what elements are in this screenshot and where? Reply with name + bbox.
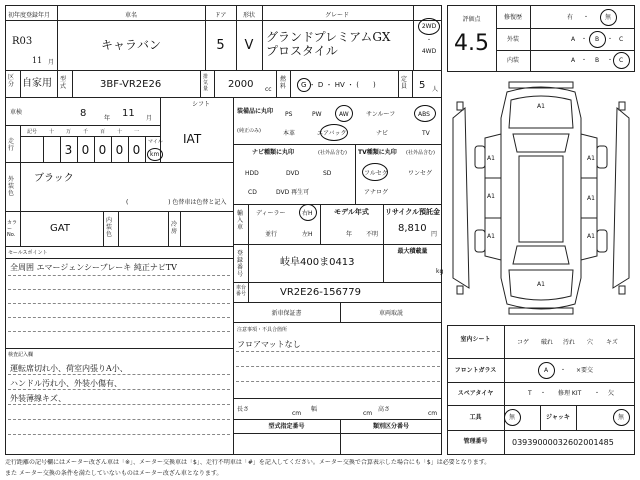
dim-height: 高さ — [378, 406, 391, 413]
remarks-label: 注意事項・不具合箇所 — [237, 327, 288, 333]
exterior-grade-label: 外装 — [506, 36, 519, 43]
displacement-value: 2000 — [228, 79, 254, 90]
category-value: 自家用 — [22, 78, 52, 89]
mileage-digit-header-5: 十 — [116, 129, 122, 135]
footnote-2: また メーター交換の条件を満たしていないものはメーター改ざん車となります。 — [5, 470, 223, 477]
shift-label: シフト — [192, 101, 211, 108]
capacity-unit: 人 — [432, 86, 439, 93]
sheet-opt: 汚れ — [563, 339, 576, 346]
inspection-year: 8 — [80, 108, 87, 119]
exterior-opt-a: A — [571, 36, 576, 43]
interior-opt-a: A — [571, 57, 576, 64]
doors-value: 5 — [216, 38, 225, 53]
exterior-opt-dot1: ・ — [581, 36, 588, 43]
score-value: 4.5 — [454, 31, 489, 56]
first-reg-label: 初年度登録年月 — [8, 12, 51, 19]
mileage-label: 走行 — [8, 138, 15, 152]
mileage-unit-mile: マイル — [148, 139, 163, 145]
exterior-opt-dot2: ・ — [607, 36, 614, 43]
spare-opt-dot2: ・ — [594, 390, 601, 397]
shape-value: V — [244, 38, 254, 53]
interior-opt-dot2: ・ — [607, 57, 614, 64]
jack-value: 無 — [618, 414, 625, 421]
inspector-note-line: 外装薄線キズ、 — [10, 394, 67, 403]
equip-abs: ABS — [418, 111, 430, 118]
interior-opt-dot1: ・ — [581, 57, 588, 64]
damage-mark: A1 — [537, 281, 545, 288]
displacement-unit: cc — [265, 86, 272, 93]
tv-sublabel: (社外品含む) — [406, 150, 435, 156]
registration-value: 岐阜400ま0413 — [280, 257, 355, 268]
mileage-digit-header-6: 一 — [133, 129, 139, 135]
tv-analog: アナログ — [364, 189, 389, 196]
owner-manual: 車両取説 — [378, 310, 403, 317]
interior-opt-c: C — [619, 57, 624, 64]
front-glass-opt-dot: ・ — [560, 367, 567, 374]
exterior-color-value: ブラック — [34, 173, 74, 184]
inspector-notes-label: 検査記入欄 — [8, 352, 34, 358]
import-dealer: ディーラー — [256, 210, 286, 217]
recycle-label: リサイクル預託金 — [384, 208, 441, 216]
jack-label: ジャッキ — [546, 414, 570, 421]
spare-opt-t: T — [528, 390, 532, 397]
model-label: 型式 — [60, 76, 67, 90]
equip-aw: AW — [339, 111, 349, 118]
inspection-month: 11 — [122, 108, 135, 119]
front-glass-opt-a: A — [544, 367, 549, 374]
footnote-1: 走行距離の記号欄にはメーター改ざん車は「※」、メーター交換車は「$」、走行不明車は「#」を記入してください。メーター交換で合算表示した場合にも「$」は必要となります。 — [5, 459, 491, 466]
vin-label: 車台番号 — [236, 285, 247, 297]
management-value: 03939000032602001485 — [512, 438, 614, 447]
mileage-digit-header-4: 百 — [99, 129, 105, 135]
first-reg-month-unit: 月 — [48, 59, 55, 66]
damage-mark: A1 — [587, 195, 595, 202]
import-left: 左H — [302, 231, 313, 238]
exterior-color-label: 外装色 — [8, 176, 15, 197]
type-designation-label: 型式指定番号 — [268, 423, 305, 430]
mileage-digit: 0 — [98, 143, 107, 157]
navi-label: ナビ種類に丸印 — [252, 149, 295, 156]
vin-value: VR2E26-156779 — [280, 287, 361, 298]
mileage-digit-header-2: 万 — [65, 129, 71, 135]
import-parallel: 並行 — [265, 231, 278, 238]
inspection-month-unit: 月 — [146, 115, 153, 122]
spare-opt-dot1: ・ — [540, 390, 547, 397]
ac-label: 冷房 — [171, 221, 178, 235]
capacity-value: 5 — [419, 80, 426, 91]
mileage-digit-header-3: 千 — [82, 129, 88, 135]
equipment-sublabel: (純正のみ) — [237, 128, 261, 134]
color-no-value: GAT — [50, 223, 70, 234]
sheet-opt: 破れ — [541, 339, 554, 346]
max-load-unit: kg — [436, 268, 444, 275]
equip-airbag: エアバック — [317, 130, 347, 137]
mileage-digit: 0 — [81, 143, 90, 157]
import-label: 輸入車 — [237, 210, 244, 231]
shift-value: IAT — [183, 132, 202, 146]
mileage-digit-header-1: 十 — [48, 129, 54, 135]
navi-dvd: DVD — [286, 170, 300, 177]
navi-hdd: HDD — [245, 170, 259, 177]
model-year-unit: 年 — [346, 231, 353, 238]
doors-label: ドア — [214, 12, 227, 19]
navi-cd: CD — [248, 189, 257, 196]
repair-opt-yes: 有 — [567, 14, 574, 21]
dim-width-unit: cm — [363, 410, 373, 417]
shape-label: 形状 — [242, 12, 255, 19]
interior-grade-label: 内装 — [506, 57, 519, 64]
sheet-opt: 穴 — [587, 339, 594, 346]
damage-mark: A1 — [587, 233, 595, 240]
repair-label: 修復歴 — [503, 14, 522, 21]
spare-opt-missing: 欠 — [608, 390, 615, 397]
equip-pw: PW — [312, 111, 322, 118]
equipment-label: 装備品に丸印 — [237, 108, 274, 115]
car-damage-diagram — [447, 78, 635, 318]
navi-dvd-play: DVD 再生可 — [276, 189, 310, 196]
mileage-digit: 0 — [115, 143, 124, 157]
mileage-digit: 0 — [132, 143, 141, 157]
damage-mark: A1 — [487, 233, 495, 240]
class-number-label: 類別区分番号 — [372, 423, 409, 430]
dim-length-unit: cm — [292, 410, 302, 417]
first-reg-month: 11 — [32, 56, 43, 65]
mileage-digit-header-0: 記号 — [26, 129, 37, 135]
spare-tire-label: スペアタイヤ — [457, 390, 494, 397]
max-load-label: 最大積載量 — [397, 248, 428, 255]
car-name-label: 車名 — [124, 12, 137, 19]
drive-2wd: 2WD — [421, 23, 437, 30]
equip-tv: TV — [422, 130, 430, 137]
navi-sublabel: (社外品含む) — [318, 150, 347, 156]
capacity-label: 定員 — [401, 76, 408, 90]
exterior-opt-c: C — [619, 36, 624, 43]
score-label: 評価点 — [462, 16, 481, 23]
import-right: 右H — [302, 210, 313, 217]
recycle-value: 8,810 — [398, 223, 427, 234]
registration-label: 登録番号 — [237, 250, 244, 278]
fuel-label: 燃料 — [280, 76, 287, 90]
tv-oneseg: ワンセグ — [408, 170, 433, 177]
inspection-year-unit: 年 — [104, 115, 111, 122]
recycle-unit: 円 — [431, 231, 438, 238]
tv-label: TV種類に丸印 — [358, 149, 397, 156]
equip-leather: 本革 — [283, 130, 296, 137]
dim-length: 長さ — [237, 406, 250, 413]
remarks-text: フロアマットなし — [237, 340, 301, 349]
car-name-value: キャラバン — [100, 38, 161, 52]
displacement-label: 排気量 — [203, 74, 209, 92]
new-car-warranty: 新車保証書 — [271, 310, 302, 317]
sheet-opt: キズ — [606, 339, 618, 346]
equip-ps: PS — [285, 111, 293, 118]
color-no-label: カラーNo. — [7, 220, 18, 238]
inspector-note-line: 運転席切れ小、荷室内張りA小、 — [10, 364, 128, 373]
interior-color-label: 内装色 — [106, 217, 113, 238]
category-label: 区分 — [8, 74, 15, 88]
grade-value: グランドプレミアムGX プロスタイル — [266, 30, 391, 58]
model-year-unknown: 不明 — [366, 231, 379, 238]
front-glass-opt-replace: ×要交 — [576, 367, 594, 374]
dim-width: 幅 — [311, 406, 318, 413]
sales-points-label: セールスポイント — [8, 250, 48, 256]
grade-label: グレード — [324, 12, 349, 19]
navi-sd: SD — [323, 170, 332, 177]
repair-opt-dot: ・ — [583, 14, 590, 21]
first-reg-value: R03 — [12, 36, 33, 47]
tools-label: 工具 — [469, 414, 482, 421]
drive-4wd: 4WD — [421, 48, 437, 55]
mileage-digit: 3 — [64, 143, 73, 157]
sheet-opt: コゲ — [517, 339, 530, 346]
exterior-color-note: ( ) 色替車は色替と記入 — [126, 199, 227, 206]
dim-height-unit: cm — [428, 410, 438, 417]
management-label: 管理番号 — [463, 438, 488, 445]
damage-mark: A1 — [487, 193, 495, 200]
spare-opt-kit: 修理 KIT — [558, 390, 582, 397]
interior-sheet-label: 室内シート — [460, 336, 491, 343]
fuel-options: G ・ D ・ HV ・ ( ) — [301, 81, 376, 89]
damage-mark: A1 — [487, 155, 495, 162]
model-value: 3BF-VR2E26 — [100, 79, 162, 90]
tools-value: 無 — [509, 414, 516, 421]
sales-points-text: 全周囲 エマージェンシーブレーキ 純正ナビTV — [10, 263, 177, 272]
interior-opt-b: B — [595, 57, 600, 64]
inspection-label: 車検 — [10, 109, 23, 116]
repair-opt-none: 無 — [605, 14, 612, 21]
tv-fullseg: フルセグ — [364, 170, 388, 177]
equip-sunroof: サンルーフ — [366, 111, 396, 118]
inspector-note-line: ハンドル汚れ小、外装小傷有、 — [10, 379, 122, 388]
exterior-opt-b: B — [595, 36, 600, 43]
mileage-unit-km: km — [150, 151, 160, 158]
model-year-label: モデル年式 — [334, 208, 369, 216]
front-glass-label: フロントガラス — [454, 367, 497, 374]
damage-mark: A1 — [537, 103, 545, 110]
damage-mark: A1 — [587, 155, 595, 162]
drive-dot: ・ — [425, 37, 432, 44]
equip-navi: ナビ — [376, 130, 389, 137]
